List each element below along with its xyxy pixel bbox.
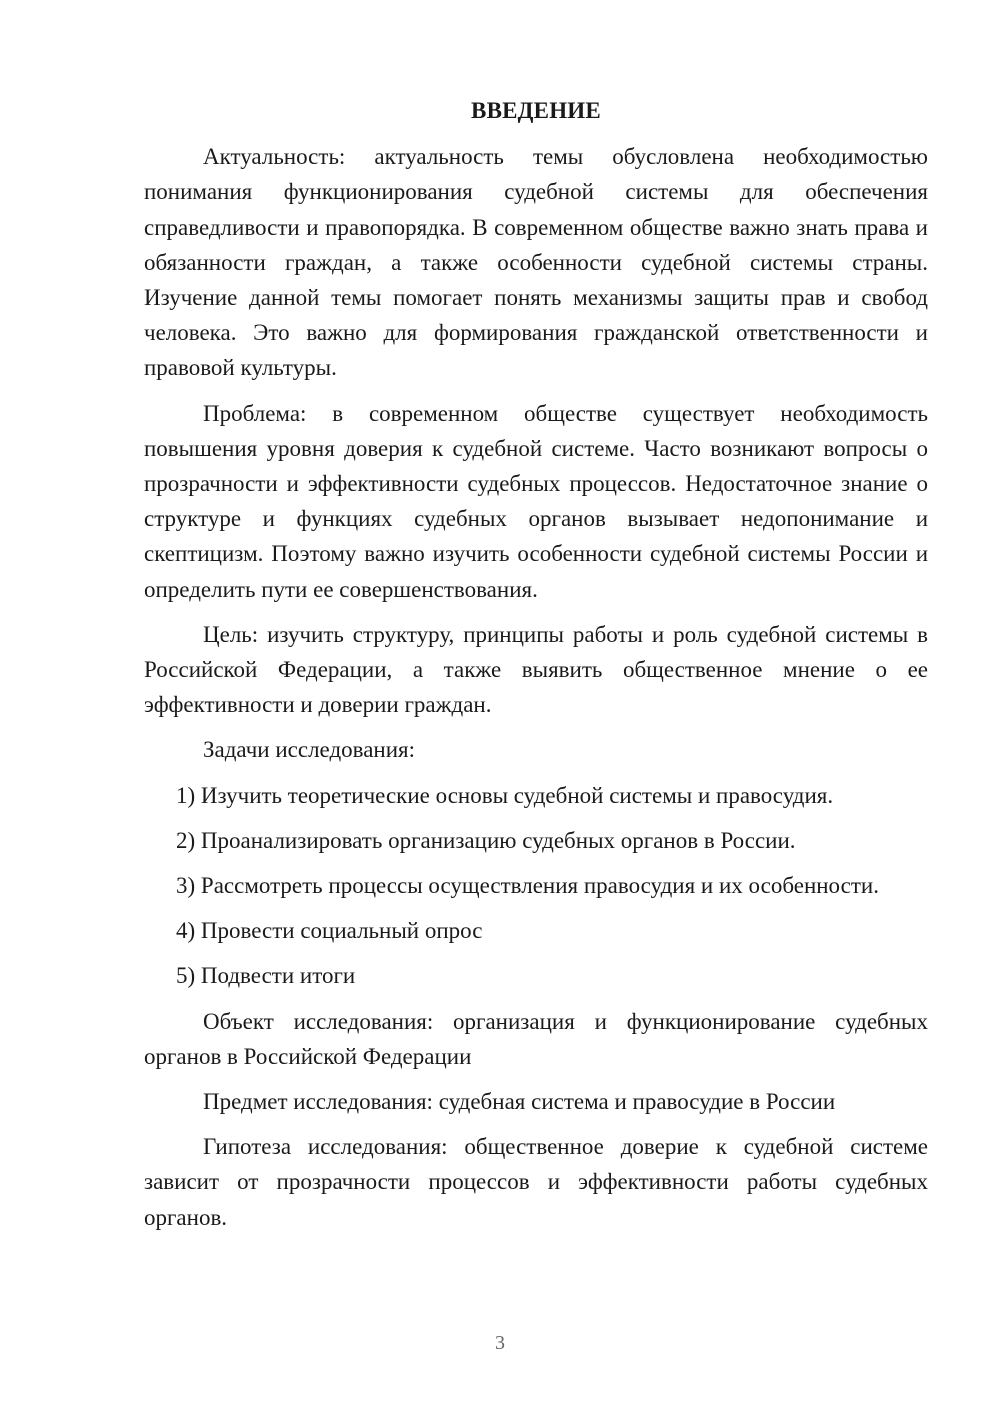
goal-paragraph: Цель: изучить структуру, принципы работы и роль судебной системы в Российской Федерации, а также выявить общественное мнение о ее эффективности и доверии граждан. <box>144 621 928 718</box>
document-page <box>144 93 928 1245</box>
task-item-1: 1) Изучить теоретические основы судебной системы и правосудия. <box>176 782 834 808</box>
task-item-3: 3) Рассмотреть процессы осуществления правосудия и их особенности. <box>176 873 879 899</box>
subject-paragraph: Предмет исследования: судебная система и правосудие в России <box>203 1089 836 1115</box>
task-item-2: 2) Проанализировать организацию судебных органов в России. <box>176 827 796 853</box>
page-title: ВВЕДЕНИЕ <box>471 98 601 123</box>
task-list <box>144 778 928 994</box>
hypothesis-paragraph: Гипотеза исследования: общественное доверие к судебной системе зависит от прозрачности процессов и эффективности работы судебных органов. <box>144 1134 928 1230</box>
problem-paragraph: Проблема: в современном обществе существует необходимость повышения уровня доверия к судебной системе. Часто возникают вопросы о прозрачности и эффективности судебных процессов. Недостаточное знание о структуре и функциях судебных органов вызывает недопонимание и скептицизм. Поэтому важно изучить особенности судебной системы России и определить пути ее совершенствования. <box>144 400 928 602</box>
relevance-paragraph: Актуальность: актуальность темы обусловлена необходимостью понимания функционирования судебной системы для обеспечения справедливости и правопорядка. В современном обществе важно знать права и обязанности граждан, а также особенности судебной системы страны. Изучение данной темы помогает понять механизмы защиты прав и свобод человека. Это важно для формирования гражданской ответственности и правовой культуры. <box>144 144 928 381</box>
page-number: 3 <box>495 1332 505 1354</box>
object-paragraph: Объект исследования: организация и функционирование судебных органов в Российской Федерации <box>144 1008 928 1069</box>
tasks-heading: Задачи исследования: <box>203 737 416 763</box>
task-item-5: 5) Подвести итоги <box>176 963 356 989</box>
task-item-4: 4) Провести социальный опрос <box>176 918 483 944</box>
